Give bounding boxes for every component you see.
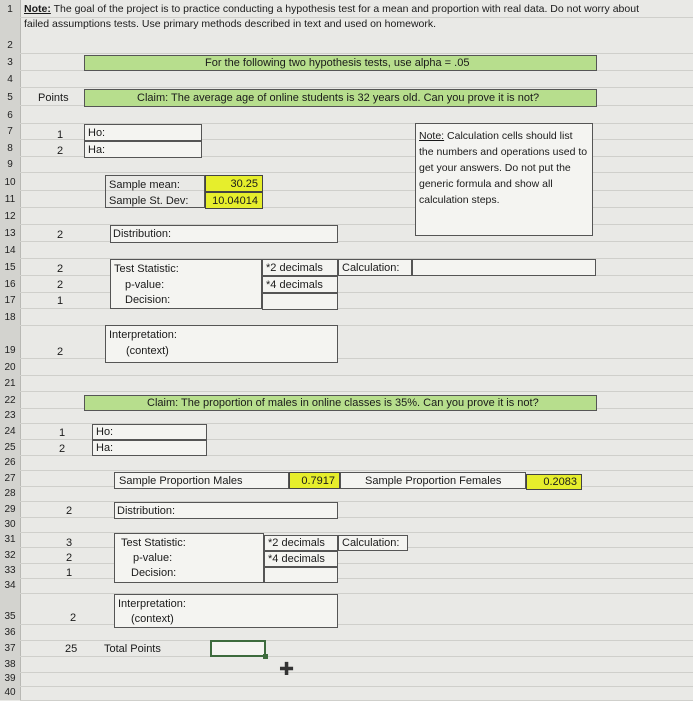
total-points-selected-cell[interactable] [210, 640, 266, 657]
gridline [20, 686, 693, 687]
prop-females-label-cell [340, 472, 526, 489]
row-number[interactable]: 20 [4, 362, 16, 373]
ha1-cell[interactable] [84, 141, 202, 158]
teststat1-label: Test Statistic: [114, 263, 179, 275]
row-number[interactable]: 26 [4, 457, 16, 468]
distribution2-cell[interactable] [114, 502, 338, 519]
teststat1-block[interactable] [110, 259, 262, 309]
prop-males-value-cell[interactable] [289, 472, 340, 489]
distribution2-points: 2 [65, 505, 73, 517]
ha1-label: Ha: [88, 144, 106, 156]
pvalue1-label: p-value: [125, 279, 165, 291]
interpretation2-label: Interpretation: [118, 598, 186, 610]
decision2-answer[interactable] [264, 567, 338, 583]
ho1-cell[interactable] [84, 124, 202, 141]
calculation1-input[interactable] [412, 259, 596, 276]
decision2-label: Decision: [131, 567, 177, 579]
distribution1-label: Distribution: [113, 228, 172, 240]
row-number[interactable]: 25 [4, 442, 16, 453]
row-number[interactable]: 5 [7, 92, 13, 103]
distribution1-points: 2 [56, 229, 64, 241]
alpha-banner-text: For the following two hypothesis tests, use alpha = .05 [205, 57, 470, 69]
crosshair-cursor-icon: ✚ [279, 659, 295, 679]
row-number[interactable]: 7 [7, 126, 13, 137]
teststat2-label: Test Statistic: [121, 537, 186, 549]
decision1-answer[interactable] [262, 293, 338, 310]
ha2-label: Ha: [96, 442, 114, 454]
ho2-label: Ho: [96, 426, 114, 438]
sample-stats-box [105, 175, 205, 208]
claim2-banner[interactable] [84, 395, 597, 411]
calculation1-label: Calculation: [342, 262, 400, 274]
row-number[interactable]: 10 [4, 177, 16, 188]
row-number[interactable]: 35 [4, 611, 16, 622]
teststat1-answer[interactable] [262, 259, 338, 276]
prop-females-value-cell[interactable] [526, 474, 582, 490]
row-number[interactable]: 32 [4, 550, 16, 561]
row-number[interactable]: 39 [4, 673, 16, 684]
context2-label: (context) [131, 613, 174, 625]
ho1-label: Ho: [88, 127, 106, 139]
interpretation2-points: 2 [69, 612, 77, 624]
row-number[interactable]: 34 [4, 580, 16, 591]
row-number[interactable]: 37 [4, 643, 16, 654]
ho2-cell[interactable] [92, 424, 207, 440]
gridline [20, 672, 693, 673]
pvalue1-points: 2 [56, 279, 64, 291]
row-number[interactable]: 2 [7, 40, 13, 51]
calculation-note-box [415, 123, 593, 236]
row-number[interactable]: 36 [4, 627, 16, 638]
sample-mean-label: Sample mean: [109, 179, 180, 191]
calculation2-label: Calculation: [342, 537, 400, 549]
teststat2-points: 3 [65, 537, 73, 549]
interpretation1-points: 2 [56, 346, 64, 358]
decimals4-note-2: *4 decimals [268, 553, 325, 565]
interpretation1-cell[interactable] [105, 325, 338, 363]
row-number[interactable]: 16 [4, 279, 16, 290]
row-number[interactable]: 9 [7, 159, 13, 170]
distribution1-cell[interactable] [110, 225, 338, 243]
claim1-text: Claim: The average age of online students is 32 years old. Can you prove it is not? [137, 92, 540, 104]
header-note-label: Note: [24, 3, 51, 15]
prop-males-label-cell [114, 472, 289, 489]
teststat1-points: 2 [56, 263, 64, 275]
row-number[interactable]: 6 [7, 110, 13, 121]
decision1-points: 1 [56, 295, 64, 307]
header-note-line2: failed assumptions tests. Use primary methods described in text and used on homework. [24, 18, 437, 30]
pvalue2-label: p-value: [133, 552, 173, 564]
alpha-banner[interactable] [84, 55, 597, 71]
claim1-banner[interactable] [84, 89, 597, 107]
decimals4-note-1: *4 decimals [266, 279, 323, 291]
pvalue2-answer[interactable] [264, 551, 338, 567]
row-number[interactable]: 19 [4, 345, 16, 356]
row-number[interactable]: 38 [4, 659, 16, 670]
row-number[interactable]: 15 [4, 262, 16, 273]
gridline [20, 87, 693, 88]
teststat2-answer[interactable] [264, 535, 338, 551]
sample-mean-value: 30.25 [230, 178, 258, 190]
row-number[interactable]: 3 [7, 57, 13, 68]
decision1-label: Decision: [125, 294, 171, 306]
calc-note-text: Calculation cells should list the numbers and operations used to get your answers. Do not put the generic formula and show all calculation steps. [419, 130, 588, 206]
teststat2-block[interactable] [114, 533, 264, 583]
total-points-value: 25 [65, 643, 78, 655]
prop-males-value: 0.7917 [301, 475, 335, 487]
sample-sd-value: 10.04014 [212, 195, 258, 207]
header-note [24, 2, 693, 32]
gridline [20, 656, 693, 657]
row-number[interactable]: 4 [7, 74, 13, 85]
total-points-label: Total Points [104, 643, 161, 655]
row-number[interactable]: 11 [4, 194, 16, 205]
fill-handle[interactable] [263, 654, 268, 659]
row-number[interactable]: 14 [4, 245, 16, 256]
header-note-line1: The goal of the project is to practice conducting a hypothesis test for a mean and proportion with real data. Do not worry about [53, 3, 639, 15]
row-number[interactable]: 17 [4, 295, 16, 306]
gridline [20, 640, 693, 641]
points-header: Points [38, 92, 69, 104]
context1-label: (context) [126, 345, 169, 357]
row-number[interactable]: 8 [7, 143, 13, 154]
ha2-cell[interactable] [92, 440, 207, 456]
calculation1-label-cell [338, 259, 412, 276]
row-number[interactable]: 33 [4, 565, 16, 576]
ho1-points: 1 [56, 129, 64, 141]
pvalue2-points: 2 [65, 552, 73, 564]
row-number[interactable]: 24 [4, 426, 16, 437]
row-number[interactable]: 1 [7, 4, 13, 15]
prop-females-label: Sample Proportion Females [365, 475, 502, 487]
prop-males-label: Sample Proportion Males [119, 475, 243, 487]
gridline [20, 375, 693, 376]
interpretation1-label: Interpretation: [109, 329, 177, 341]
distribution2-label: Distribution: [117, 505, 176, 517]
sample-mean-value-cell[interactable] [205, 175, 263, 192]
row-number[interactable]: 30 [4, 519, 16, 530]
row-number[interactable]: 31 [4, 534, 16, 545]
gridline [20, 470, 693, 471]
gridline [20, 53, 693, 54]
pvalue1-answer[interactable] [262, 276, 338, 293]
row-number[interactable]: 27 [4, 473, 16, 484]
calculation2-label-cell [338, 535, 408, 551]
claim2-text: Claim: The proportion of males in online classes is 35%. Can you prove it is not? [147, 397, 539, 409]
decimals2-note-1: *2 decimals [266, 262, 323, 274]
prop-females-value: 0.2083 [543, 476, 577, 488]
ha1-points: 2 [56, 145, 64, 157]
gridline [20, 391, 693, 392]
sample-sd-label: Sample St. Dev: [109, 195, 189, 207]
ha2-points: 2 [58, 443, 66, 455]
ho2-points: 1 [58, 427, 66, 439]
sample-sd-value-cell[interactable] [205, 192, 263, 209]
calc-note-label: Note: [419, 130, 445, 142]
row-number[interactable]: 29 [4, 504, 16, 515]
row-number[interactable]: 18 [4, 312, 16, 323]
row-number[interactable]: 12 [4, 211, 16, 222]
interpretation2-cell[interactable] [114, 594, 338, 628]
decimals2-note-2: *2 decimals [268, 537, 325, 549]
row-number[interactable]: 13 [4, 228, 16, 239]
row-number[interactable]: 40 [4, 687, 16, 698]
row-number[interactable]: 23 [4, 410, 16, 421]
row-number[interactable]: 22 [4, 395, 16, 406]
row-number[interactable]: 28 [4, 488, 16, 499]
decision2-points: 1 [65, 567, 73, 579]
row-number[interactable]: 21 [4, 378, 16, 389]
